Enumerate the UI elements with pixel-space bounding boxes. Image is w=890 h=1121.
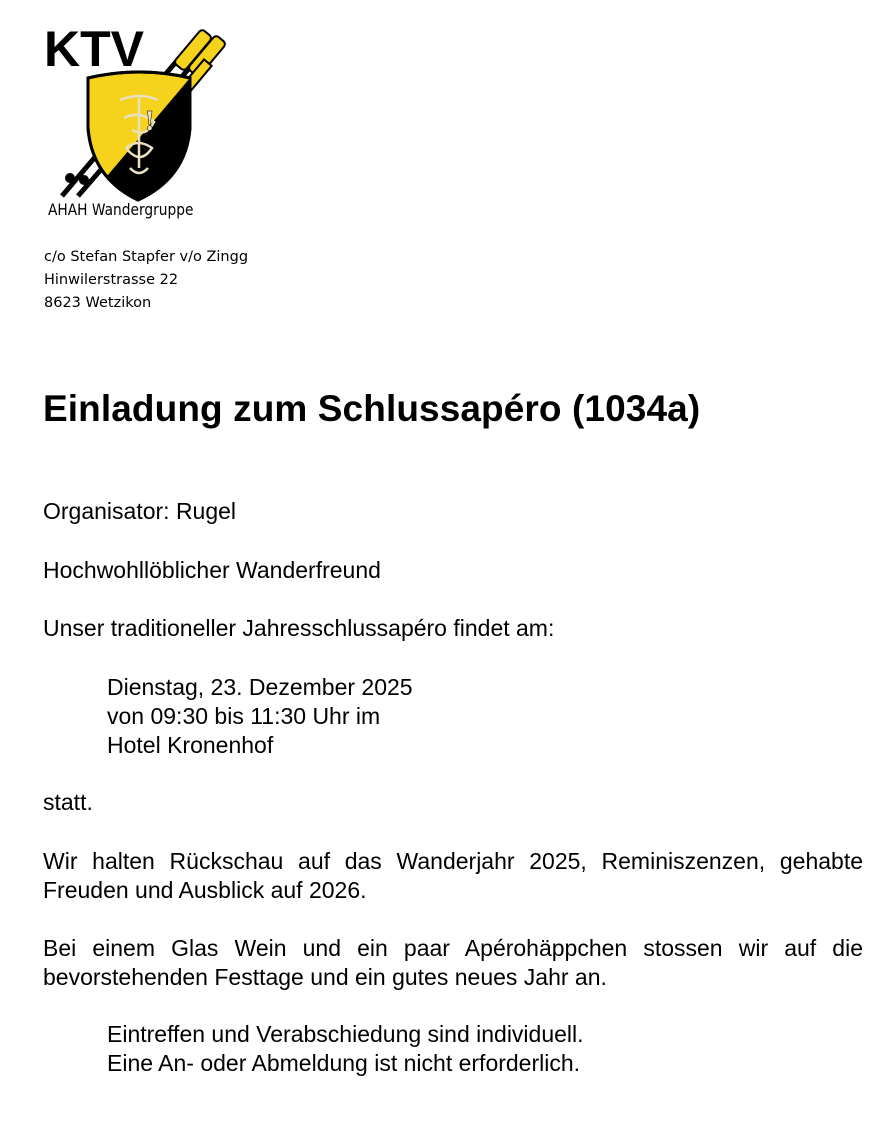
address-line-2: Hinwilerstrasse 22 (44, 272, 179, 288)
paragraph-toast: Bei einem Glas Wein und ein paar Apérohäppchen stossen wir auf die bevorstehenden Festtage und ein gutes neues Jahr an. (43, 935, 863, 990)
paragraph-review: Wir halten Rückschau auf das Wanderjahr 2025, Reminiszenzen, gehabte Freuden und Ausblick auf 2026. (43, 848, 863, 903)
ktv-logo-text: KTV (44, 21, 144, 77)
note-line-1: Eintreffen und Verabschiedung sind individuell. (107, 1021, 584, 1047)
address-line-1: c/o Stefan Stapfer v/o Zingg (44, 249, 249, 265)
organizer-line: Organisator: Rugel (43, 498, 237, 524)
event-location: Hotel Kronenhof (107, 732, 274, 758)
document-title: Einladung zum Schlussapéro (1034a) (43, 388, 701, 429)
event-date: Dienstag, 23. Dezember 2025 (107, 674, 413, 700)
ktv-logo (40, 18, 230, 223)
salutation: Hochwohllöblicher Wanderfreund (43, 557, 381, 583)
event-time: von 09:30 bis 11:30 Uhr im (107, 703, 381, 729)
logo-caption: AHAH Wandergruppe (48, 200, 194, 219)
shield-icon (88, 72, 190, 200)
sender-address (44, 246, 248, 315)
ktv-shield-emblem (40, 18, 230, 218)
intro-line: Unser traditioneller Jahresschlussapéro findet am: (43, 615, 555, 641)
event-details (107, 673, 867, 760)
notes (107, 1020, 867, 1078)
note-line-2: Eine An- oder Abmeldung ist nicht erforderlich. (107, 1050, 581, 1076)
svg-text:!: ! (144, 107, 156, 137)
address-line-3: 8623 Wetzikon (44, 295, 152, 311)
statt-line: statt. (43, 789, 93, 815)
